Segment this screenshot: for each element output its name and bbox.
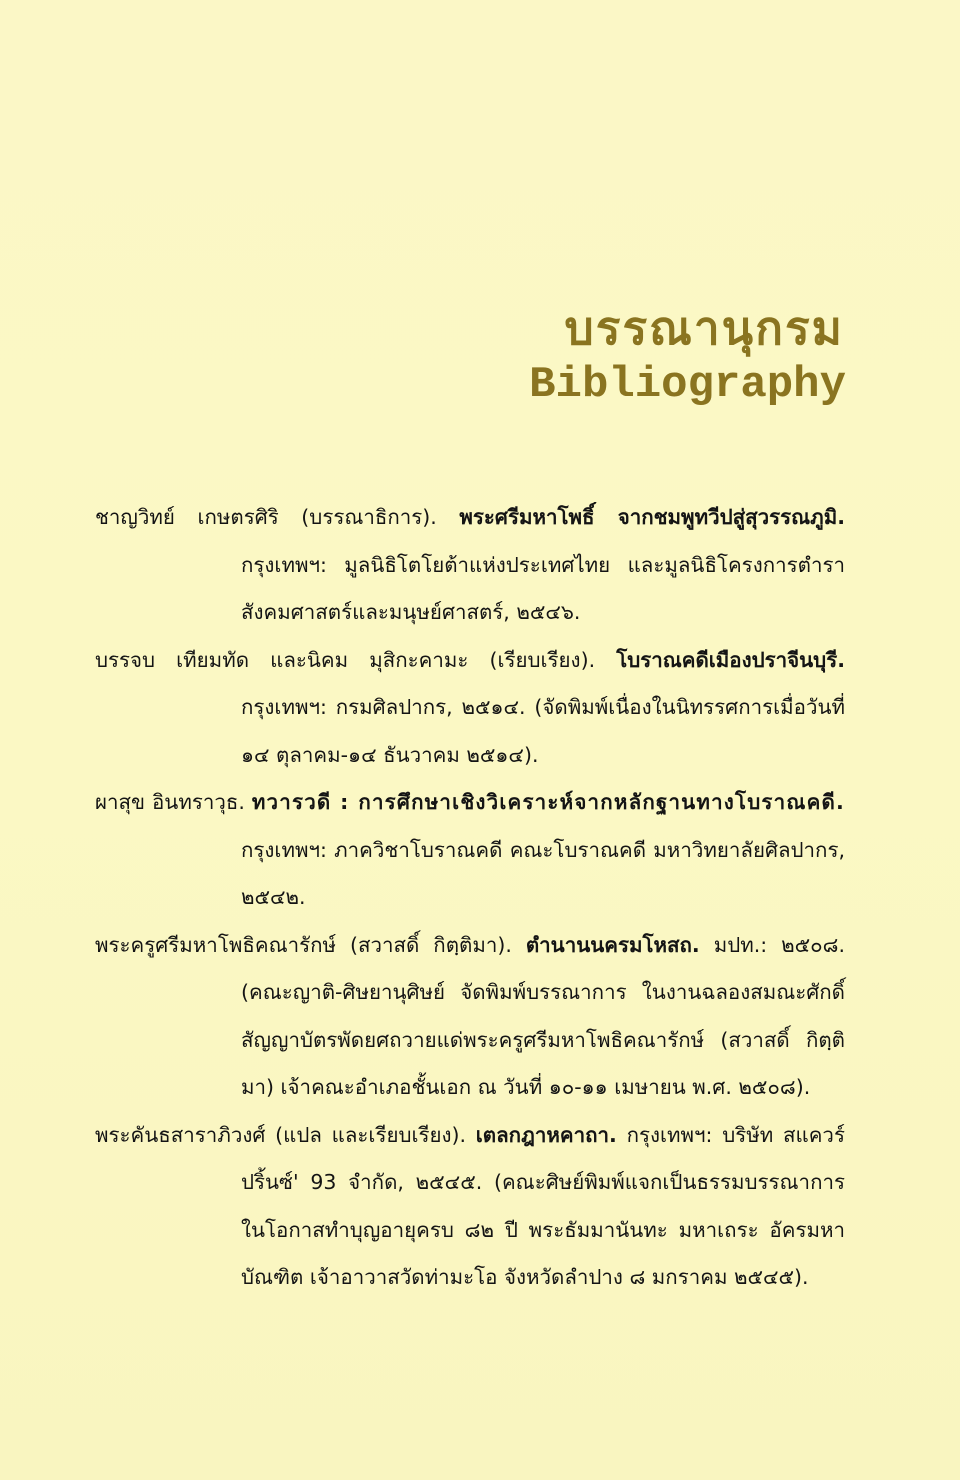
heading-english: Bibliography — [529, 360, 846, 410]
bibliography-entry — [95, 637, 845, 780]
entry-title: โบราณคดีเมืองปราจีนบุรี. — [616, 647, 845, 672]
bibliography-entry — [95, 779, 845, 922]
entry-details: กรุงเทพฯ: มูลนิธิโตโยต้าแห่งประเทศไทย และมูลนิธิโครงการตำราสังคมศาสตร์และมนุษย์ศาสตร์, ๒๕๔๖. — [241, 552, 845, 624]
entry-details: กรุงเทพฯ: บริษัท สแควร์ปริ้นซ์' 93 จำกัด, ๒๕๔๕. (คณะศิษย์พิมพ์แจกเป็นธรรมบรรณาการในโอกาสทำบุญอายุครบ ๘๒ ปี พระธัมมานันทะ มหาเถระ อัครมหาบัณฑิต เจ้าอาวาสวัดท่ามะโอ จังหวัดลำปาง ๘ มกราคม ๒๕๔๕). — [241, 1122, 845, 1289]
entry-title: พระศรีมหาโพธิ์ จากชมพูทวีปสู่สุวรรณภูมิ. — [459, 505, 845, 529]
entry-author: ชาญวิทย์ เกษตรศิริ (บรรณาธิการ). — [95, 505, 437, 529]
entry-author: พระครูศรีมหาโพธิคณารักษ์ (สวาสดิ์ กิตฺติมา). — [95, 932, 512, 957]
entry-author: ผาสุข อินทราวุธ. — [95, 790, 245, 814]
bibliography-entry — [95, 1112, 845, 1302]
entry-author: บรรจบ เทียมทัด และนิคม มุสิกะคามะ (เรียบเรียง). — [95, 647, 596, 672]
entry-details: มปท.: ๒๕๐๘. (คณะญาติ-ศิษยานุศิษย์ จัดพิมพ์บรรณาการ ในงานฉลองสมณะศักดิ์สัญญาบัตรพัดยศถวายแด่พระครูศรีมหาโพธิคณารักษ์ (สวาสดิ์ กิตฺติมา) เจ้าคณะอำเภอชั้นเอก ณ วันที่ ๑๐-๑๑ เมษายน พ.ศ. ๒๕๐๘). — [241, 932, 845, 1099]
bibliography-entry — [95, 494, 845, 637]
entry-author: พระคันธสาราภิวงศ์ (แปล และเรียบเรียง). — [95, 1122, 467, 1147]
bibliography-list — [95, 494, 845, 1302]
entry-title: ตำนานนครมโหสถ. — [525, 932, 700, 957]
heading-thai: บรรณานุกรม — [564, 301, 844, 355]
bibliography-entry — [95, 922, 845, 1112]
entry-title: เตลกฎาหคาถา. — [475, 1122, 617, 1147]
entry-details: กรุงเทพฯ: กรมศิลปากร, ๒๕๑๔. (จัดพิมพ์เนื่องในนิทรรศการเมื่อวันที่ ๑๔ ตุลาคม-๑๔ ธันวาคม ๒๕๑๔). — [241, 695, 845, 767]
entry-title: ทวารวดี : การศึกษาเชิงวิเคราะห์จากหลักฐานทางโบราณคดี. — [251, 790, 845, 814]
entry-details: กรุงเทพฯ: ภาควิชาโบราณคดี คณะโบราณคดี มหาวิทยาลัยศิลปากร, ๒๕๔๒. — [241, 837, 845, 909]
